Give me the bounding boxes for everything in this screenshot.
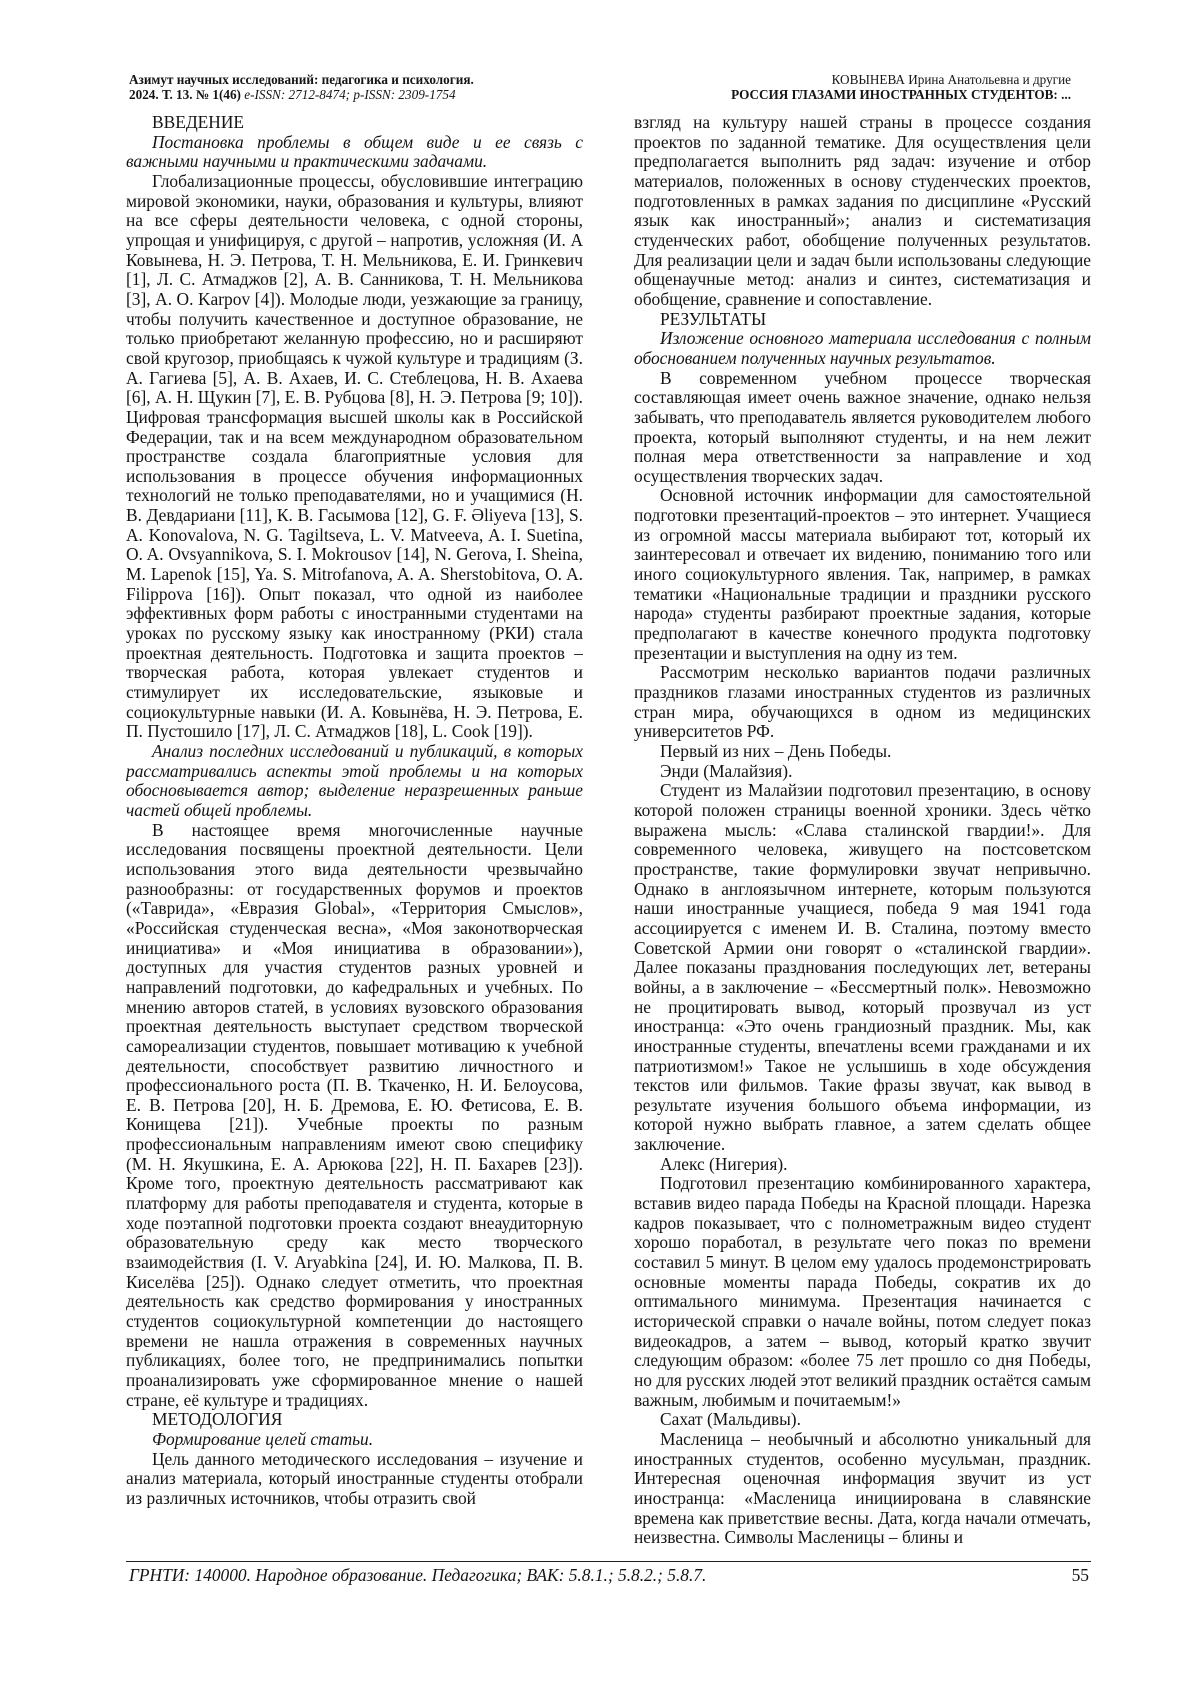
- article-title: РОССИЯ ГЛАЗАМИ ИНОСТРАННЫХ СТУДЕНТОВ: ...: [731, 87, 1071, 102]
- footer-divider: [126, 1561, 1091, 1562]
- footer-classification: ГРНТИ: 140000. Народное образование. Педагогика; ВАК: 5.8.1.; 5.8.2.; 5.8.7.: [129, 1565, 707, 1585]
- article-authors: КОВЫНЕВА Ирина Анатольевна и другие: [831, 72, 1071, 87]
- paragraph-research-goal: Цель данного методического исследования – изучение и анализ материала, который иностранные студенты отобрали из различных источников, чтобы отразить свой: [126, 1448, 583, 1508]
- paragraph-creative-component: В современном учебном процессе творческая составляющая имеет очень важное значение, однако нельзя забывать, что преподаватель является руководителем любого проекта, который выполняют студенты, и на нем лежит полная мера ответственности за направление и ход осуществления творческих задач.: [634, 367, 1091, 486]
- paragraph-project-research: В настоящее время многочисленные научные исследования посвящены проектной деятельности. Цели использования этого вида деятельности чрезвычайно разнообразны: от государственных форумов и проектов («Таврида», «Евразия Global», «Территория Смыслов», «Российская студенческая весна», «Моя законотворческая инициатива» и «Моя инициатива в образовании»), доступных для участия студентов разных уровней и направлений подготовки, до кафедральных и учебных. По мнению авторов статей, в условиях вузовского образования проектная деятельность выступает средством творческой самореализации студентов, повышает мотивацию к учебной деятельности, способствует развитию личностного и профессионального роста (П. В. Ткаченко, Н. И. Белоусова, Е. В. Петрова [20], Н. Б. Дремова, Е. Ю. Фетисова, Е. В. Конищева [21]). Учебные проекты по разным профессиональным направлениям имеют свою специфику (М. Н. Якушкина, Е. А. Арюкова [22], Н. П. Бахарев [23]). Кроме того, проектную деятельность рассматривают как платформу для работы преподавателя и студента, которые в ходе поэтапной подготовки проекта создают внеаудиторную образовательную среду как место творческого взаимодействия (I. V. Aryabkina [24], И. Ю. Малкова, П. В. Киселёва [25]). Однако следует отметить, что проектная деятельность как средство формирования у иностранных студентов социокультурной компетенции до настоящего времени не нашла отражения в современных научных публикациях, более того, не предпринимались попытки проанализировать уже сформированное мнение о нашей стране, её культуре и традициях.: [126, 819, 583, 1410]
- paragraph-globalization: Глобализационные процессы, обусловившие интеграцию мировой экономики, науки, образования и культуры, влияют на все сферы деятельности человека, с одной стороны, упрощая и унифицируя, с другой – напротив, усложняя (И. А Ковынева, Н. Э. Петрова, Т. Н. Мельникова, Е. И. Гринкевич [1], Л. С. Атмаджов [2], А. В. Санникова, Т. Н. Мельникова [3], A. O. Karpov [4]). Молодые люди, уезжающие за границу, чтобы получить качественное и доступное образование, не только приобретают желанную профессию, но и расширяют свой кругозор, приобщаясь к чужой культуре и традициям (З. А. Гагиева [5], А. В. Ахаев, И. С. Стеблецова, Н. В. Ахаева [6], А. Н. Щукин [7], Е. В. Рубцова [8], Н. Э. Петрова [9; 10]). Цифровая трансформация высшей школы как в Российской Федерации, так и на всем международном образовательном пространстве создала благоприятные условия для использования в процессе обучения информационных технологий не только преподавателями, но и учащимися (Н. В. Девдариани [11], К. В. Гасымова [12], G. F. Əliyeva [13], S. A. Konovalova, N. G. Tagiltseva, L. V. Matveeva, A. I. Suetina, O. A. Ovsyannikova, S. I. Mokrousov [14], N. Gerova, I. Sheina, M. Lapenok [15], Ya. S. Mitrofanova, A. A. Sherstobitova, O. A. Filippova [16]). Опыт показал, что одной из наиболее эффективных форм работы с иностранными студентами на уроках по русскому языку как иностранному (РКИ) стала проектная деятельность. Подготовка и защита проектов – творческая работа, которая увлекает студентов и стимулирует их исследовательские, языковые и социокультурные навыки (И. А. Ковынёва, Н. Э. Петрова, Е. П. Пустошило [17], Л. С. Атмаджов [18], L. Cook [19]).: [126, 170, 583, 742]
- section-heading-methodology: МЕТОДОЛОГИЯ: [152, 1409, 283, 1430]
- student-name-sakhat: Сахат (Мальдивы).: [660, 1409, 801, 1430]
- subheading-article-goals: Формирование целей статьи.: [152, 1428, 374, 1449]
- paragraph-information-source: Основной источник информации для самостоятельной подготовки презентаций-проектов – это интернет. Учащиеся из огромной массы материала выбирают тот, который их заинтересовал и отвечает их видению, пониманию того или иного социокультурного явления. Так, например, в рамках тематики «Национальные традиции и праздники русского народа» студенты разбирают проектные задания, которые предполагают в качестве конечного продукта подготовку презентации и выступления на одну из тем.: [634, 485, 1091, 663]
- subheading-problem-statement: Постановка проблемы в общем виде и ее связь с важными научными и практическими задачами.: [126, 131, 583, 172]
- journal-name: Азимут научных исследований: педагогика и психология.: [129, 72, 474, 87]
- section-heading-introduction: ВВЕДЕНИЕ: [152, 113, 245, 132]
- page-number: 55: [1071, 1565, 1089, 1585]
- paragraph-maslenitsa: Масленица – необычный и абсолютно уникальный для иностранных студентов, особенно мусульман, праздник. Интересная оценочная информация звучит из уст иностранца: «Масленица инициирована в славянские времена как приветствие весны. Дата, когда начали отмечать, неизвестна. Символы Масленицы – блины и: [634, 1428, 1091, 1548]
- paragraph-victory-day: Первый из них – День Победы.: [660, 741, 892, 761]
- journal-issn: e-ISSN: 2712-8474; p-ISSN: 2309-1754: [244, 87, 456, 102]
- paragraph-goal-continued: взгляд на культуру нашей страны в процессе создания проектов по заданной тематике. Для осуществления цели предполагается выполнить ряд задач: изучение и отбор материалов, положенных в основу студенческих проектов, подготовленных в рамках задания по дисциплине «Русский язык как иностранный»; анализ и систематизация студенческих работ, обобщение полученных результатов. Для реализации цели и задач были использованы следующие общенаучные метод: анализ и синтез, систематизация и обобщение, сравнение и сопоставление.: [634, 113, 1091, 309]
- paragraph-alex-presentation: Подготовил презентацию комбинированного характера, вставив видео парада Победы на Красной площади. Нарезка кадров показывает, что с полнометражным видео студент хорошо поработал, в результате чего показ по времени составил 5 минут. В целом ему удалось продемонстрировать основные моменты парада Победы, сократив их до оптимального минимума. Презентация начинается с исторической справки о начале войны, потом следует показ видеокадров, а затем – вывод, который кратко звучит следующим образом: «более 75 лет прошло со дня Победы, но для русских людей этот великий праздник остаётся самым важным, любимым и почитаемым!»: [634, 1173, 1091, 1410]
- subheading-main-material: Изложение основного материала исследования с полным обоснованием полученных научных результатов.: [634, 328, 1091, 368]
- right-column: [634, 113, 1091, 1557]
- subheading-literature-analysis: Анализ последних исследований и публикаций, в которых рассматривались аспекты этой проблемы и на которых обосновывается автор; выделение неразрешенных раньше частей общей проблемы.: [126, 741, 583, 820]
- journal-volume: 2024. Т. 13. № 1(46): [129, 87, 241, 102]
- paragraph-holiday-variants: Рассмотрим несколько вариантов подачи различных праздников глазами иностранных студентов из различных стран мира, обучающихся в одном из медицинских университетов РФ.: [634, 662, 1091, 742]
- student-name-alex: Алекс (Нигерия).: [660, 1153, 788, 1174]
- section-heading-results: РЕЗУЛЬТАТЫ: [660, 308, 767, 329]
- running-header-right: [551, 72, 1071, 102]
- left-column: [126, 113, 583, 1557]
- paragraph-andy-presentation: Студент из Малайзии подготовил презентацию, в основу которой положен страницы военной хроники. Здесь чётко выражена мысль: «Слава сталинской гвардии!». Для современного человека, живущего на постсоветском пространстве, такие формулировки звучат непривычно. Однако в англоязычном интернете, которым пользуются наши иностранные учащиеся, победа 9 мая 1941 года ассоциируется с именем И. В. Сталина, поэтому вместо Советской Армии они говорят о «сталинской гвардии». Далее показаны празднования последующих лет, ветераны войны, а в заключение – «Бессмертный полк». Невозможно не процитировать вывод, который прозвучал из уст иностранца: «Это очень грандиозный праздник. Мы, как иностранные студенты, впечатлены всеми гражданами и их патриотизмом!» Такое не услышишь в ходе обсуждения текстов или фильмов. Такие фразы звучат, как вывод в результате изучения большого объема информации, из которой нужно выбрать главное, а затем сделать общее заключение.: [634, 780, 1091, 1155]
- student-name-andy: Энди (Малайзия).: [660, 760, 793, 781]
